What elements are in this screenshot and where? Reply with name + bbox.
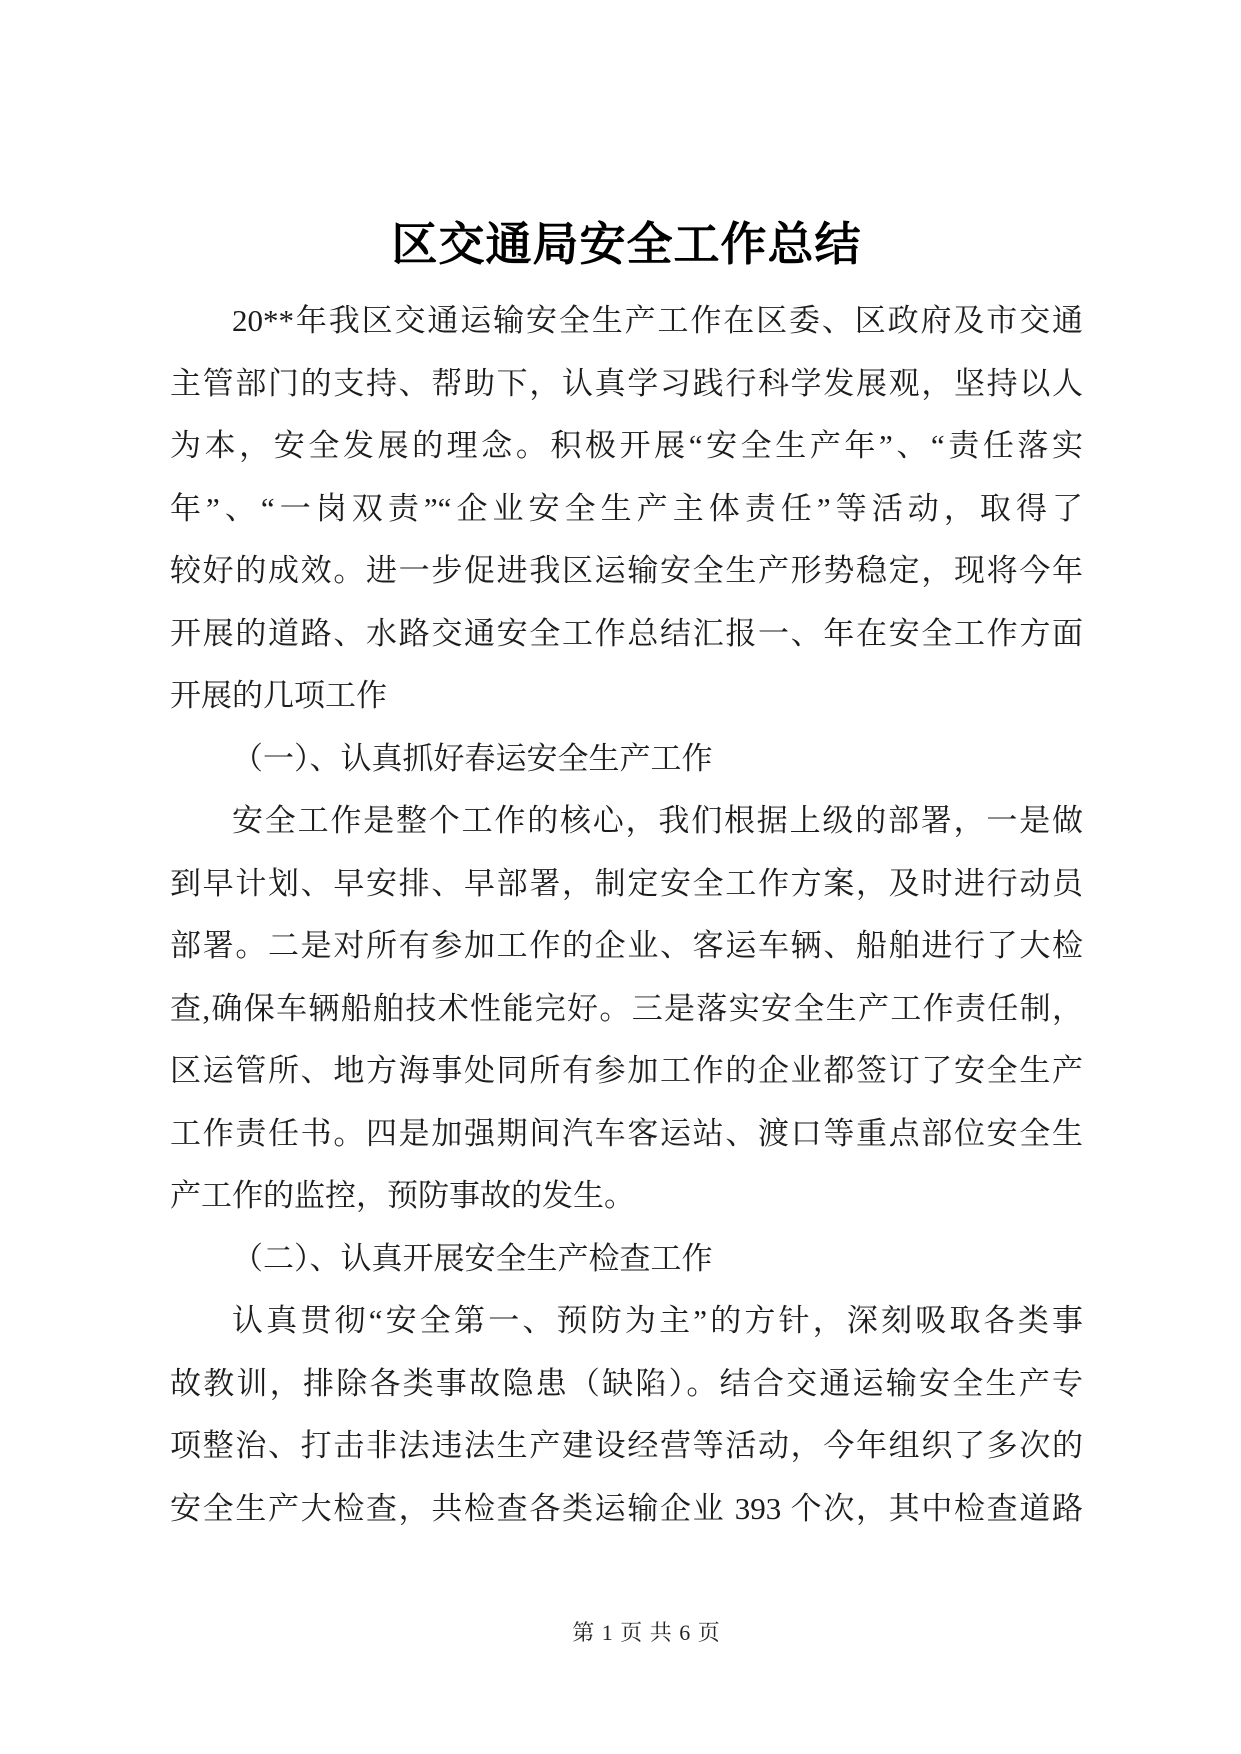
document-title: 区交通局安全工作总结 xyxy=(391,219,862,270)
text-line: 20**年我区交通运输安全生产工作在区委、区政府及市交通 xyxy=(232,303,1083,338)
text-line: 开展的几项工作 xyxy=(170,678,387,713)
text-line: 为本，安全发展的理念。积极开展“安全生产年”、“责任落实 xyxy=(170,428,1083,463)
section-heading: （一）、认真抓好春运安全生产工作 xyxy=(232,740,713,776)
page-number-footer: 第 1 页 共 6 页 xyxy=(572,1620,721,1645)
text-line: 年”、“一岗双责”“企业安全生产主体责任”等活动，取得了 xyxy=(170,490,1083,526)
text-line: 故教训，排除各类事故隐患（缺陷）。结合交通运输安全生产专 xyxy=(170,1365,1083,1401)
text-line: 安全工作是整个工作的核心，我们根据上级的部署，一是做 xyxy=(232,803,1083,838)
text-line: 开展的道路、水路交通安全工作总结汇报一、年在安全工作方面 xyxy=(170,615,1083,651)
text-line: 认真贯彻“安全第一、预防为主”的方针，深刻吸取各类事 xyxy=(232,1303,1083,1338)
text-line: 项整治、打击非法违法生产建设经营等活动，今年组织了多次的 xyxy=(170,1428,1083,1463)
text-line: 部署。二是对所有参加工作的企业、客运车辆、船舶进行了大检 xyxy=(170,928,1083,963)
text-line: 工作责任书。四是加强期间汽车客运站、渡口等重点部位安全生 xyxy=(170,1115,1083,1151)
text-line: 到早计划、早安排、早部署，制定安全工作方案，及时进行动员 xyxy=(170,865,1083,901)
section-heading: （二）、认真开展安全生产检查工作 xyxy=(232,1240,713,1276)
text-line: 主管部门的支持、帮助下，认真学习践行科学发展观，坚持以人 xyxy=(170,365,1083,401)
text-line: 较好的成效。进一步促进我区运输安全生产形势稳定，现将今年 xyxy=(170,553,1083,588)
document-body xyxy=(170,290,1083,1540)
text-line: 区运管所、地方海事处同所有参加工作的企业都签订了安全生产 xyxy=(170,1053,1083,1088)
text-line: 安全生产大检查，共检查各类运输企业 393 个次，其中检查道路 xyxy=(170,1490,1083,1526)
text-line: 查,确保车辆船舶技术性能完好。三是落实安全生产工作责任制， xyxy=(170,990,1083,1026)
text-line: 产工作的监控，预防事故的发生。 xyxy=(170,1178,635,1213)
